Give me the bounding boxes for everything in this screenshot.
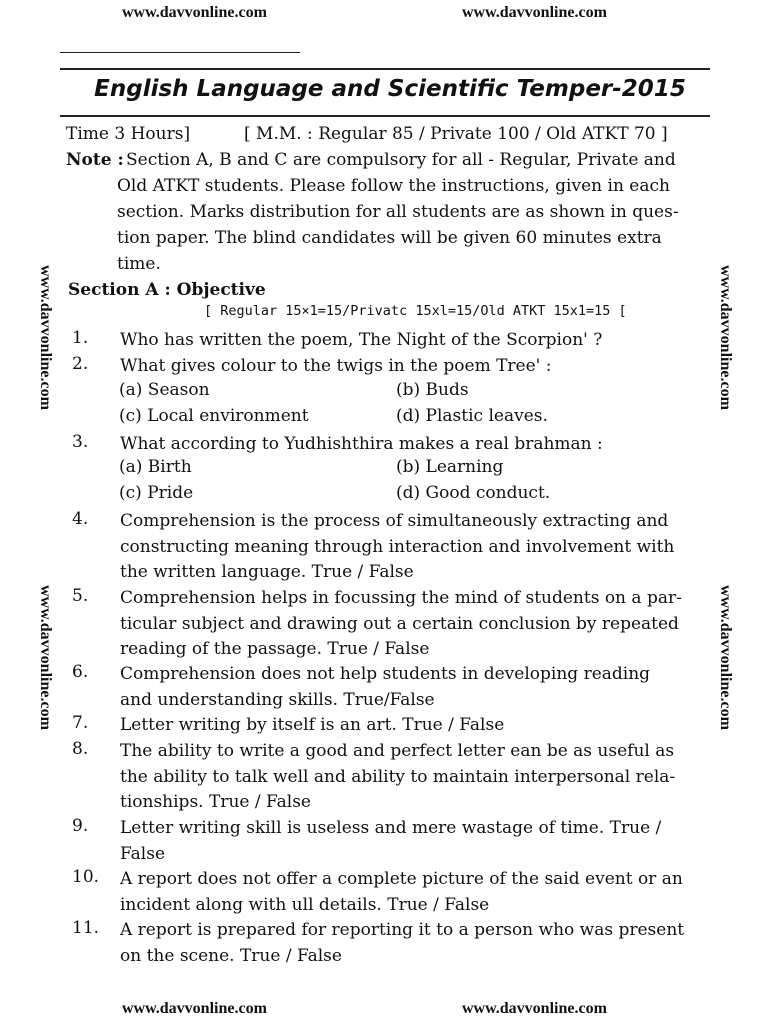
question-line: the ability to talk well and ability to maintain interpersonal rela- [120, 766, 676, 787]
question-line: the written language. True / False [120, 562, 414, 582]
title-underline [60, 115, 710, 117]
note-line: Old ATKT students. Please follow the instructions, given in each [117, 176, 670, 196]
question-line: Letter writing skill is useless and mere wastage of time. True / [120, 818, 662, 838]
question-line: What gives colour to the twigs in the poem Tree' : [120, 356, 552, 376]
question-text [120, 354, 710, 380]
question-line: reading of the passage. True / False [120, 639, 430, 659]
top-rule [60, 68, 710, 70]
question-line: What according to Yudhishthira makes a real brahman : [120, 434, 603, 454]
note-line: section. Marks distribution for all students are as shown in ques- [117, 202, 679, 222]
footer-watermark-right: www.davvonline.com [462, 1000, 607, 1017]
question-line: False [120, 843, 165, 864]
side-watermark-left-upper: www.davvonline.com [37, 265, 54, 410]
question-line: A report is prepared for reporting it to a person who was present [120, 920, 685, 940]
question-text [120, 328, 710, 354]
question-text [120, 739, 710, 816]
question-text [120, 816, 710, 867]
question-number: 3. [72, 432, 89, 452]
option-c: (c) Local environment [119, 406, 309, 426]
footer-watermark-left: www.davvonline.com [122, 1000, 267, 1017]
question-number: 2. [72, 354, 89, 374]
option-d: (d) Plastic leaves. [396, 406, 548, 426]
note-label: Note : [66, 150, 124, 170]
option-c: (c) Pride [119, 483, 194, 503]
question-number: 9. [72, 816, 89, 836]
option-a: (a) Birth [119, 457, 192, 477]
question-line: ticular subject and drawing out a certain conclusion by repeated [120, 613, 679, 634]
question-text [120, 713, 710, 739]
question-text [120, 867, 710, 918]
question-number: 7. [72, 713, 89, 733]
question-line: Comprehension does not help students in developing reading [120, 664, 651, 684]
question-text [120, 432, 710, 458]
time-allowed: Time 3 Hours] [66, 124, 191, 144]
question-number: 8. [72, 739, 89, 759]
option-b: (b) Buds [396, 380, 469, 400]
option-d: (d) Good conduct. [396, 483, 551, 503]
question-line: Who has written the poem, The Night of the Scorpion' ? [120, 330, 603, 350]
header-watermark-left: www.davvonline.com [122, 4, 267, 21]
question-text [120, 918, 710, 969]
section-a-heading: Section A : Objective [68, 280, 266, 300]
question-line: incident along with ull details. True / False [120, 894, 490, 915]
question-line: Comprehension is the process of simultaneously extracting and [120, 511, 669, 531]
section-a-marks: [ Regular 15×1=15/Privatc 15xl=15/Old ATKT 15x1=15 [ [204, 303, 627, 319]
question-text [120, 662, 710, 713]
question-text [120, 509, 710, 586]
question-text [120, 586, 710, 663]
question-line: The ability to write a good and perfect letter ean be as useful as [120, 741, 675, 761]
note-line: time. [117, 254, 161, 274]
question-number: 5. [72, 586, 89, 606]
question-number: 1. [72, 328, 89, 348]
question-line: constructing meaning through interaction and involvement with [120, 536, 675, 557]
question-line: and understanding skills. True/False [120, 689, 435, 710]
side-watermark-right-lower: www.davvonline.com [717, 585, 734, 730]
note-line: Section A, B and C are compulsory for all - Regular, Private and [126, 150, 676, 170]
header-watermark-right: www.davvonline.com [462, 4, 607, 21]
question-line: A report does not offer a complete picture of the said event or an [120, 869, 683, 889]
side-watermark-left-lower: www.davvonline.com [37, 585, 54, 730]
top-short-rule [60, 52, 300, 53]
question-number: 4. [72, 509, 89, 529]
question-line: on the scene. True / False [120, 945, 342, 966]
option-a: (a) Season [119, 380, 210, 400]
maximum-marks: [ M.M. : Regular 85 / Private 100 / Old ATKT 70 ] [244, 124, 668, 144]
question-number: 11. [72, 918, 100, 938]
option-b: (b) Learning [396, 457, 504, 477]
question-line: Letter writing by itself is an art. True / False [120, 715, 505, 735]
question-line: Comprehension helps in focussing the mind of students on a par- [120, 588, 682, 608]
question-number: 6. [72, 662, 89, 682]
question-line: tionships. True / False [120, 792, 311, 812]
side-watermark-right-upper: www.davvonline.com [717, 265, 734, 410]
note-line: tion paper. The blind candidates will be given 60 minutes extra [117, 228, 662, 248]
paper-title: English Language and Scientific Temper-2015 [94, 76, 686, 102]
question-number: 10. [72, 867, 100, 887]
